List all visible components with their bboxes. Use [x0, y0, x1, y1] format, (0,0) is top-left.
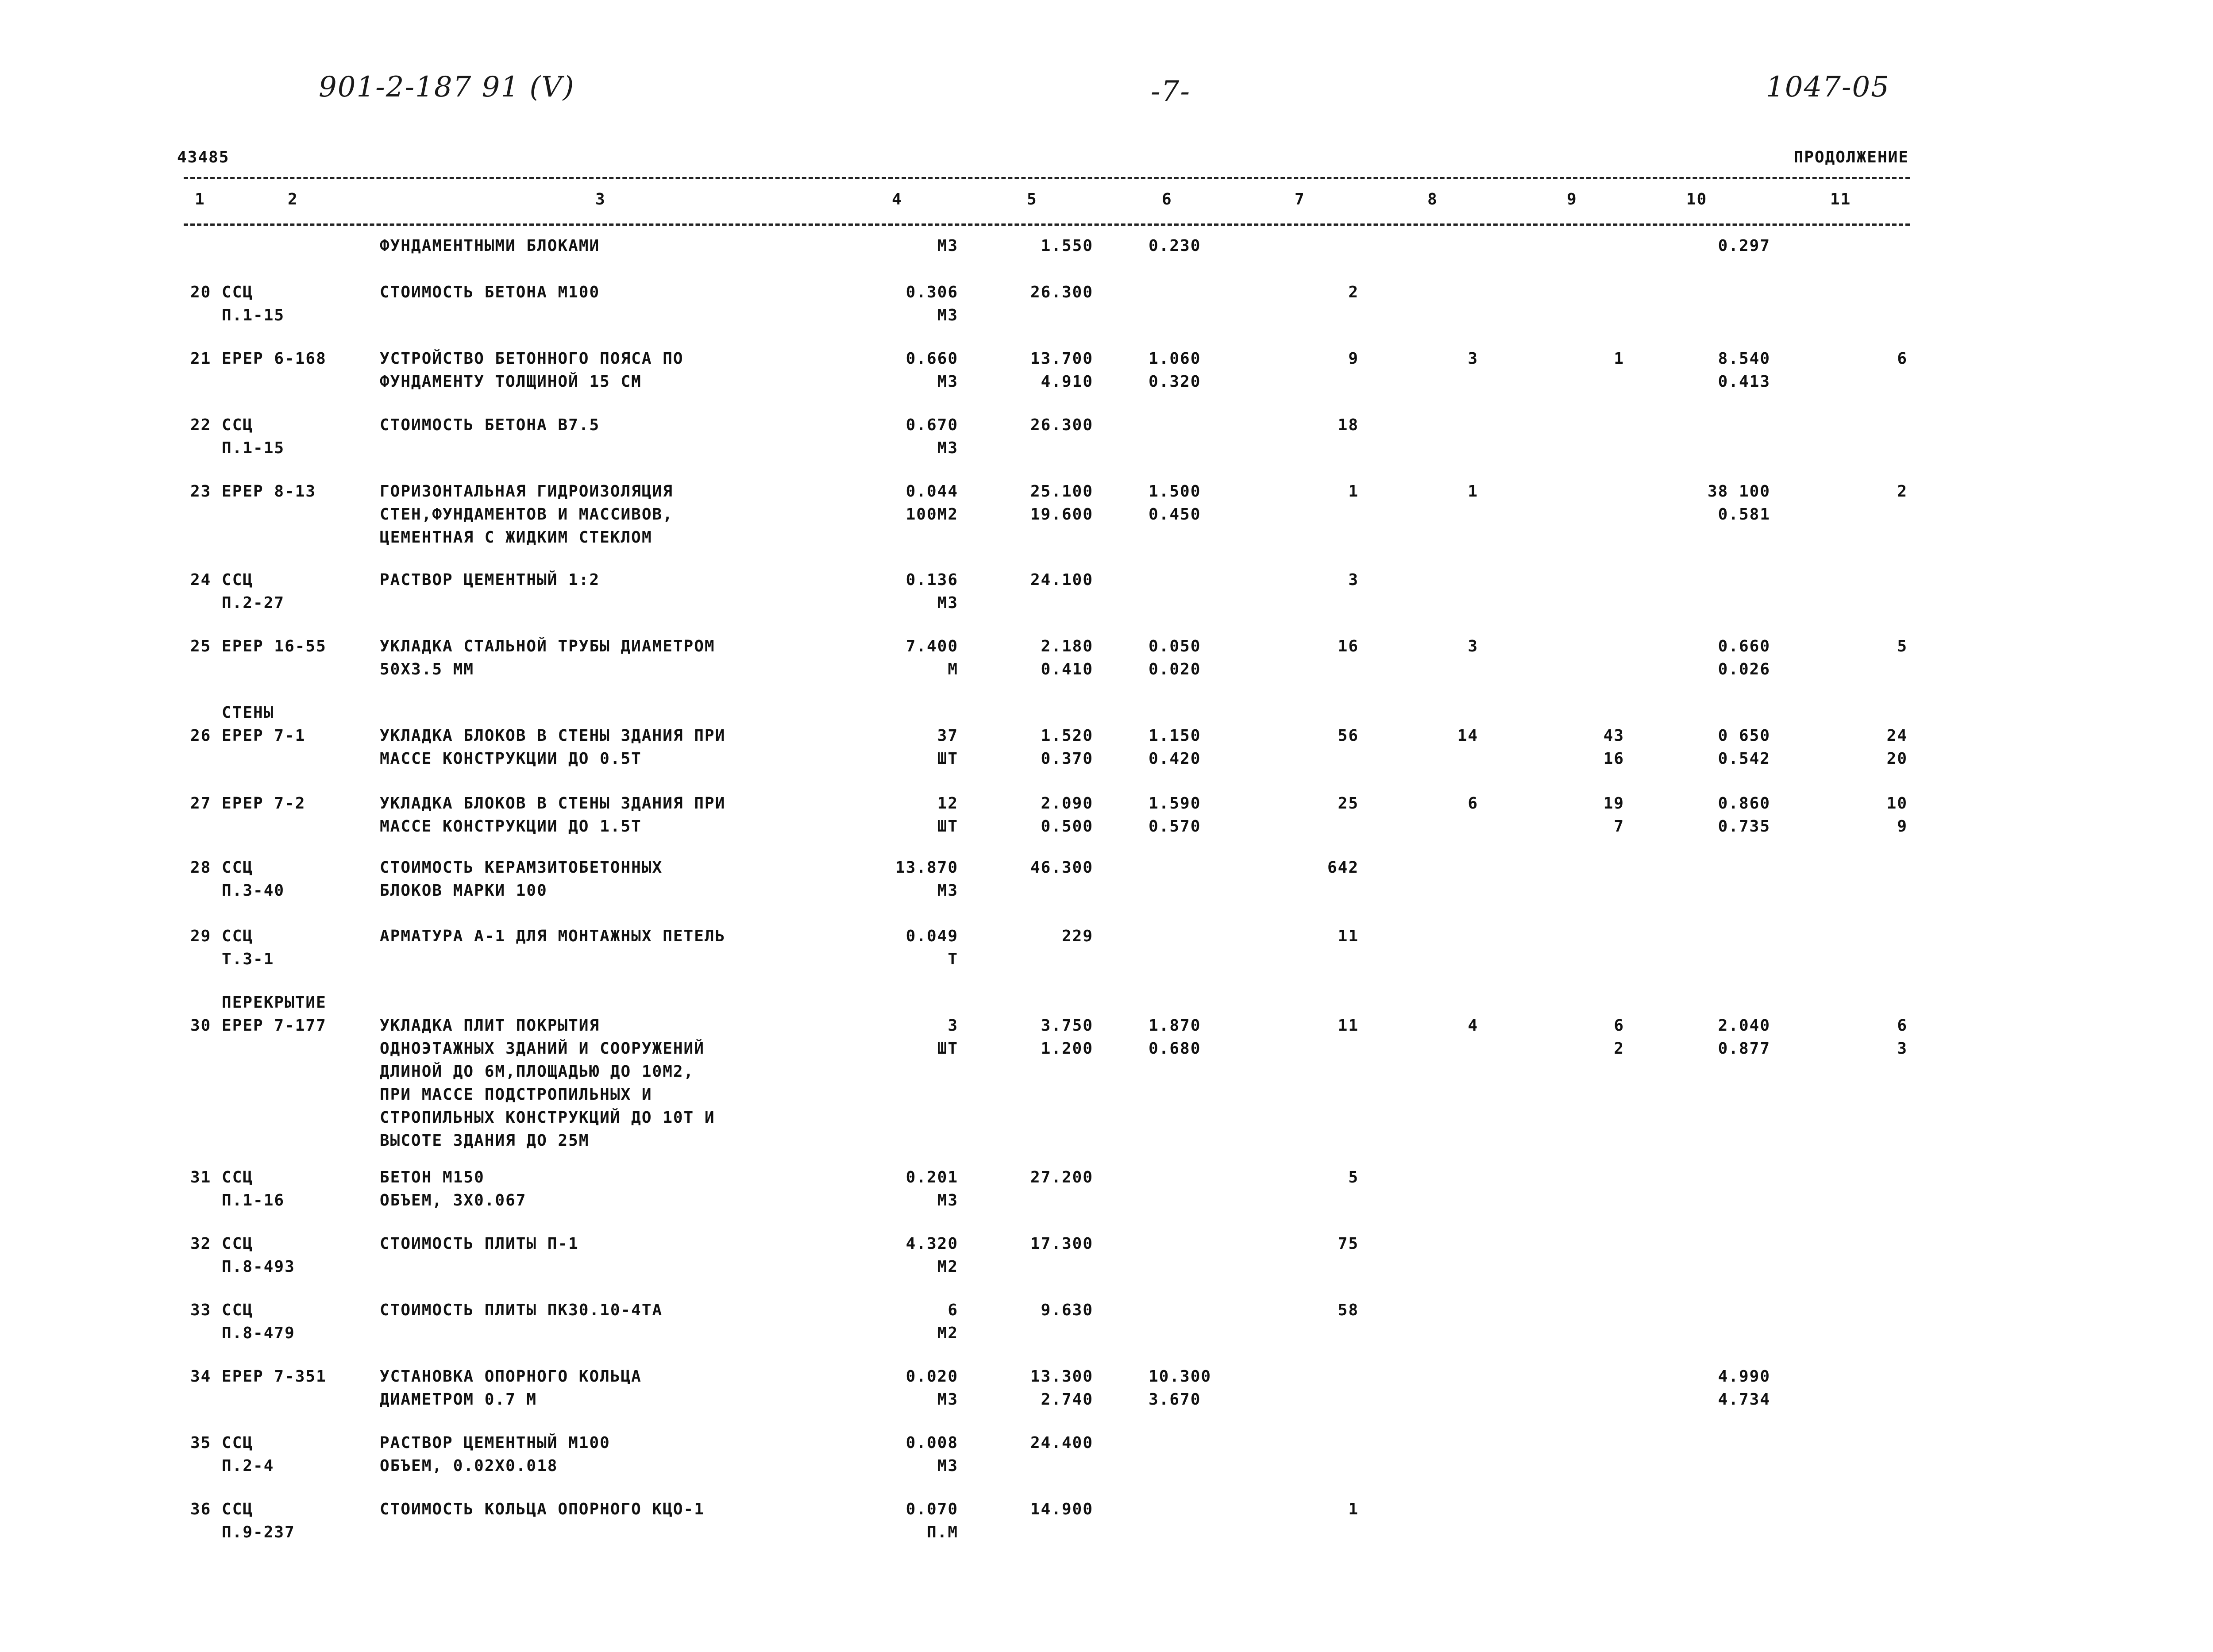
column-number-7: 7 — [1295, 190, 1305, 208]
cell-col6: 1.870 0.680 — [1149, 1017, 1201, 1058]
cell-quantity: 13.870 М3 — [895, 859, 958, 900]
cell-col11: 6 3 — [1897, 1017, 1908, 1058]
column-number-3: 3 — [595, 190, 606, 208]
cell-col10: 8.540 0.413 — [1718, 350, 1770, 391]
cell-col5: 1.520 0.370 — [1041, 727, 1093, 768]
cell-quantity: 4.320 М2 — [906, 1235, 958, 1276]
cell-col7: 11 — [1338, 1017, 1359, 1035]
cell-col7: 5 — [1348, 1168, 1359, 1186]
cell-code: 28 ССЦ П.3-40 — [190, 859, 285, 900]
cell-col10: 38 100 0.581 — [1707, 482, 1770, 524]
cell-col9: 6 2 — [1614, 1017, 1624, 1058]
cell-description: ФУНДАМЕНТНЫМИ БЛОКАМИ — [380, 237, 600, 255]
cell-col5: 17.300 — [1030, 1235, 1093, 1253]
cell-col11: 24 20 — [1886, 727, 1908, 768]
cell-description: СТОИМОСТЬ КЕРАМЗИТОБЕТОННЫХ БЛОКОВ МАРКИ 100 — [380, 859, 663, 900]
cell-description: УКЛАДКА БЛОКОВ В СТЕНЫ ЗДАНИЯ ПРИ МАССЕ КОНСТРУКЦИИ ДО 0.5Т — [380, 727, 726, 768]
cell-quantity: М3 — [937, 237, 958, 255]
cell-quantity: 0.044 100М2 — [906, 482, 958, 524]
cell-col7: 1 — [1348, 482, 1359, 501]
cell-code: 34 ЕРЕР 7-351 — [190, 1367, 327, 1386]
cell-code: 29 ССЦ Т.3-1 — [190, 927, 274, 968]
cell-col6: 0.050 0.020 — [1149, 637, 1201, 678]
cell-description: УСТАНОВКА ОПОРНОГО КОЛЬЦА ДИАМЕТРОМ 0.7 М — [380, 1367, 642, 1409]
cell-description: УСТРОЙСТВО БЕТОННОГО ПОЯСА ПО ФУНДАМЕНТУ ТОЛЩИНОЙ 15 СМ — [380, 350, 684, 391]
cell-description: СТОИМОСТЬ ПЛИТЫ П-1 — [380, 1235, 579, 1253]
project-code: 43485 — [177, 148, 230, 166]
cell-description: РАСТВОР ЦЕМЕНТНЫЙ М100 ОБЪЕМ, 0.02Х0.018 — [380, 1434, 610, 1475]
column-number-8: 8 — [1427, 190, 1438, 208]
column-number-10: 10 — [1686, 190, 1708, 208]
cell-code: 23 ЕРЕР 8-13 — [190, 482, 316, 501]
cell-col9: 19 7 — [1603, 794, 1624, 836]
cell-col8: 3 — [1468, 637, 1478, 655]
cell-col7: 2 — [1348, 283, 1359, 301]
cell-col7: 25 — [1338, 794, 1359, 813]
cell-col6: 10.300 3.670 — [1149, 1367, 1212, 1409]
cell-code: СТЕНЫ 26 ЕРЕР 7-1 — [190, 704, 306, 745]
cell-col10: 2.040 0.877 — [1718, 1017, 1770, 1058]
column-number-4: 4 — [892, 190, 902, 208]
cell-description: БЕТОН М150 ОБЪЕМ, 3Х0.067 — [380, 1168, 527, 1209]
cell-col7: 9 — [1348, 350, 1359, 368]
cell-col7: 11 — [1338, 927, 1359, 945]
cell-col5: 14.900 — [1030, 1500, 1093, 1518]
cell-col5: 24.400 — [1030, 1434, 1093, 1452]
handwritten-page-number: -7- — [1151, 75, 1191, 108]
cell-code: 22 ССЦ П.1-15 — [190, 416, 285, 457]
cell-quantity: 0.008 М3 — [906, 1434, 958, 1475]
cell-col8: 14 — [1457, 727, 1478, 745]
cell-col5: 13.700 4.910 — [1030, 350, 1093, 391]
cell-col7: 58 — [1338, 1301, 1359, 1319]
cell-col6: 1.590 0.570 — [1149, 794, 1201, 836]
cell-code: 32 ССЦ П.8-493 — [190, 1235, 295, 1276]
handwritten-right-code: 1047-05 — [1766, 71, 1890, 104]
cell-col7: 1 — [1348, 1500, 1359, 1518]
cell-col5: 229 — [1061, 927, 1093, 945]
cell-quantity: 3 ШТ — [937, 1017, 958, 1058]
cell-description: УКЛАДКА БЛОКОВ В СТЕНЫ ЗДАНИЯ ПРИ МАССЕ КОНСТРУКЦИИ ДО 1.5Т — [380, 794, 726, 836]
cell-description: АРМАТУРА А-1 ДЛЯ МОНТАЖНЫХ ПЕТЕЛЬ — [380, 927, 726, 945]
column-number-1: 1 — [195, 190, 205, 208]
cell-col9: 1 — [1614, 350, 1624, 368]
cell-col6: 1.150 0.420 — [1149, 727, 1201, 768]
cell-description: СТОИМОСТЬ ПЛИТЫ ПК30.10-4ТА — [380, 1301, 663, 1319]
cell-col5: 3.750 1.200 — [1041, 1017, 1093, 1058]
cell-code: 20 ССЦ П.1-15 — [190, 283, 285, 324]
cell-quantity: 0.201 М3 — [906, 1168, 958, 1209]
cell-code: 36 ССЦ П.9-237 — [190, 1500, 295, 1541]
handwritten-doc-code: 901-2-187 91 (V) — [319, 71, 575, 104]
column-number-6: 6 — [1162, 190, 1172, 208]
cell-code: 33 ССЦ П.8-479 — [190, 1301, 295, 1342]
cell-col9: 43 16 — [1603, 727, 1624, 768]
cell-description: СТОИМОСТЬ БЕТОНА М100 — [380, 283, 600, 301]
cell-code: ПЕРЕКРЫТИЕ 30 ЕРЕР 7-177 — [190, 994, 327, 1035]
cell-col5: 2.090 0.500 — [1041, 794, 1093, 836]
cell-code: 25 ЕРЕР 16-55 — [190, 637, 327, 655]
cell-col10: 0 650 0.542 — [1718, 727, 1770, 768]
cell-code: 31 ССЦ П.1-16 — [190, 1168, 285, 1209]
cell-col5: 26.300 — [1030, 416, 1093, 434]
cell-quantity: 0.670 М3 — [906, 416, 958, 457]
cell-col6: 1.060 0.320 — [1149, 350, 1201, 391]
cell-col8: 3 — [1468, 350, 1478, 368]
cell-quantity: 0.070 П.М — [906, 1500, 958, 1541]
cell-col10: 0.860 0.735 — [1718, 794, 1770, 836]
cell-description: УКЛАДКА ПЛИТ ПОКРЫТИЯ ОДНОЭТАЖНЫХ ЗДАНИЙ И СООРУЖЕНИЙ ДЛИНОЙ ДО 6М,ПЛОЩАДЬЮ ДО 10М2, ПРИ МАССЕ ПОДСТРОПИЛЬНЫХ И СТРОПИЛЬНЫХ КОНСТРУКЦИЙ ДО 10Т И ВЫСОТЕ ЗДАНИЯ ДО 25М — [380, 1017, 715, 1150]
cell-description: РАСТВОР ЦЕМЕНТНЫЙ 1:2 — [380, 571, 600, 589]
column-number-9: 9 — [1567, 190, 1577, 208]
cell-description: СТОИМОСТЬ КОЛЬЦА ОПОРНОГО КЦО-1 — [380, 1500, 705, 1518]
cell-col7: 642 — [1327, 859, 1359, 877]
cell-col7: 18 — [1338, 416, 1359, 434]
cell-col7: 75 — [1338, 1235, 1359, 1253]
cell-col6: 0.230 — [1149, 237, 1201, 255]
cell-col5: 26.300 — [1030, 283, 1093, 301]
cell-col5: 2.180 0.410 — [1041, 637, 1093, 678]
cell-code: 24 ССЦ П.2-27 — [190, 571, 285, 612]
cell-quantity: 0.660 М3 — [906, 350, 958, 391]
cell-quantity: 0.049 Т — [906, 927, 958, 968]
cell-col8: 1 — [1468, 482, 1478, 501]
cell-code: 35 ССЦ П.2-4 — [190, 1434, 274, 1475]
cell-description: СТОИМОСТЬ БЕТОНА В7.5 — [380, 416, 600, 434]
cell-col5: 27.200 — [1030, 1168, 1093, 1186]
continuation-label: ПРОДОЛЖЕНИЕ — [1793, 148, 1909, 166]
cell-col5: 1.550 — [1041, 237, 1093, 255]
column-number-11: 11 — [1830, 190, 1851, 208]
cell-col7: 56 — [1338, 727, 1359, 745]
cell-col11: 10 9 — [1886, 794, 1908, 836]
cell-quantity: 0.136 М3 — [906, 571, 958, 612]
cell-col5: 25.100 19.600 — [1030, 482, 1093, 524]
header-bottom-rule — [184, 223, 1910, 226]
cell-col11: 6 — [1897, 350, 1908, 368]
cell-description: ГОРИЗОНТАЛЬНАЯ ГИДРОИЗОЛЯЦИЯ СТЕН,ФУНДАМЕНТОВ И МАССИВОВ, ЦЕМЕНТНАЯ С ЖИДКИМ СТЕКЛОМ — [380, 482, 673, 547]
cell-col5: 24.100 — [1030, 571, 1093, 589]
cell-col10: 4.990 4.734 — [1718, 1367, 1770, 1409]
cell-col7: 16 — [1338, 637, 1359, 655]
cell-col8: 4 — [1468, 1017, 1478, 1035]
cell-col10: 0.660 0.026 — [1718, 637, 1770, 678]
cell-col10: 0.297 — [1718, 237, 1770, 255]
cell-quantity: 0.306 М3 — [906, 283, 958, 324]
top-rule — [184, 177, 1910, 179]
cell-description: УКЛАДКА СТАЛЬНОЙ ТРУБЫ ДИАМЕТРОМ 50Х3.5 ММ — [380, 637, 715, 678]
cell-col11: 5 — [1897, 637, 1908, 655]
cell-quantity: 7.400 М — [906, 637, 958, 678]
column-number-2: 2 — [288, 190, 298, 208]
cell-col5: 46.300 — [1030, 859, 1093, 877]
cell-col6: 1.500 0.450 — [1149, 482, 1201, 524]
cell-col5: 9.630 — [1041, 1301, 1093, 1319]
cell-col8: 6 — [1468, 794, 1478, 813]
column-number-5: 5 — [1027, 190, 1037, 208]
cell-quantity: 37 ШТ — [937, 727, 958, 768]
cell-code: 21 ЕРЕР 6-168 — [190, 350, 327, 368]
cell-code: 27 ЕРЕР 7-2 — [190, 794, 306, 813]
cell-quantity: 6 М2 — [937, 1301, 958, 1342]
cell-col11: 2 — [1897, 482, 1908, 501]
cell-col7: 3 — [1348, 571, 1359, 589]
cell-quantity: 12 ШТ — [937, 794, 958, 836]
cell-col5: 13.300 2.740 — [1030, 1367, 1093, 1409]
cell-quantity: 0.020 М3 — [906, 1367, 958, 1409]
